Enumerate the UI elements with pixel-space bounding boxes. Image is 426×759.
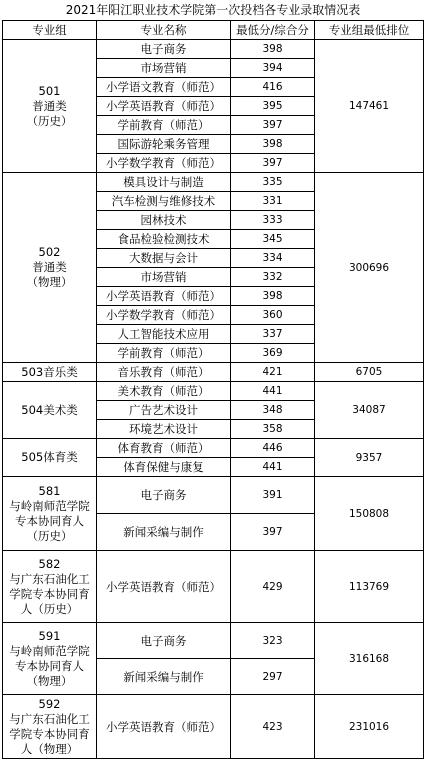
major-name: 人工智能技术应用 [97, 325, 231, 344]
major-name: 国际游轮乘务管理 [97, 135, 231, 154]
min-score: 397 [231, 514, 315, 551]
group-cell-504: 504美术类 [3, 382, 97, 439]
min-score: 416 [231, 78, 315, 97]
min-rank: 6705 [315, 363, 424, 382]
min-rank: 231016 [315, 695, 424, 759]
min-score: 360 [231, 306, 315, 325]
major-name: 汽车检测与维修技术 [97, 192, 231, 211]
header-score: 最低分/综合分 [231, 21, 315, 40]
table-row [3, 439, 424, 458]
major-name: 音乐教育（师范） [97, 363, 231, 382]
min-score: 441 [231, 458, 315, 477]
group-cell-501: 501 普通类 （历史） [3, 40, 97, 173]
table-row [3, 695, 424, 759]
header-row [3, 21, 424, 40]
table-row [3, 382, 424, 401]
min-rank: 150808 [315, 477, 424, 551]
min-score: 332 [231, 268, 315, 287]
min-score: 421 [231, 363, 315, 382]
major-name: 小学数学教育（师范） [97, 306, 231, 325]
group-cell-592: 592 与广东石油化工 学院专本协同育 人（物理） [3, 695, 97, 759]
table-title: 2021年阳江职业技术学院第一次投档各专业录取情况表 [65, 3, 361, 17]
major-name: 学前教育（师范） [97, 344, 231, 363]
min-score: 348 [231, 401, 315, 420]
major-name: 小学英语教育（师范） [97, 695, 231, 759]
min-score: 334 [231, 249, 315, 268]
min-score: 394 [231, 59, 315, 78]
major-name: 学前教育（师范） [97, 116, 231, 135]
major-name: 电子商务 [97, 40, 231, 59]
major-name: 环境艺术设计 [97, 420, 231, 439]
table-row [3, 551, 424, 623]
major-name: 体育教育（师范） [97, 439, 231, 458]
min-score: 398 [231, 287, 315, 306]
admission-table [2, 20, 424, 759]
min-score: 397 [231, 116, 315, 135]
min-score: 345 [231, 230, 315, 249]
group-cell-505: 505体育类 [3, 439, 97, 477]
major-name: 小学数学教育（师范） [97, 154, 231, 173]
table-row [3, 40, 424, 59]
group-cell-581: 581 与岭南师范学院 专本协同育人 （历史） [3, 477, 97, 551]
major-name: 园林技术 [97, 211, 231, 230]
major-name: 小学英语教育（师范） [97, 97, 231, 116]
min-rank: 34087 [315, 382, 424, 439]
min-score: 397 [231, 154, 315, 173]
major-name: 市场营销 [97, 59, 231, 78]
major-name: 食品检验检测技术 [97, 230, 231, 249]
header-rank: 专业组最低排位 [315, 21, 424, 40]
major-name: 大数据与会计 [97, 249, 231, 268]
major-name: 模具设计与制造 [97, 173, 231, 192]
major-name: 小学英语教育（师范） [97, 551, 231, 623]
min-score: 333 [231, 211, 315, 230]
major-name: 市场营销 [97, 268, 231, 287]
group-cell-582: 582 与广东石油化工 学院专本协同育 人（历史） [3, 551, 97, 623]
table-row [3, 477, 424, 514]
min-rank: 316168 [315, 623, 424, 695]
min-score: 429 [231, 551, 315, 623]
min-score: 395 [231, 97, 315, 116]
major-name: 电子商务 [97, 477, 231, 514]
min-score: 441 [231, 382, 315, 401]
min-rank: 113769 [315, 551, 424, 623]
major-name: 电子商务 [97, 623, 231, 659]
header-major: 专业名称 [97, 21, 231, 40]
min-score: 358 [231, 420, 315, 439]
min-score: 398 [231, 135, 315, 154]
major-name: 美术教育（师范） [97, 382, 231, 401]
min-score: 323 [231, 623, 315, 659]
min-score: 337 [231, 325, 315, 344]
major-name: 广告艺术设计 [97, 401, 231, 420]
min-score: 331 [231, 192, 315, 211]
group-cell-502: 502 普通类 （物理） [3, 173, 97, 363]
min-score: 297 [231, 659, 315, 695]
min-rank: 300696 [315, 173, 424, 363]
min-score: 391 [231, 477, 315, 514]
min-score: 398 [231, 40, 315, 59]
major-name: 体育保健与康复 [97, 458, 231, 477]
header-group: 专业组 [3, 21, 97, 40]
min-score: 446 [231, 439, 315, 458]
group-cell-591: 591 与岭南师范学院 专本协同育人 （物理） [3, 623, 97, 695]
table-row [3, 623, 424, 659]
min-score: 335 [231, 173, 315, 192]
major-name: 新闻采编与制作 [97, 659, 231, 695]
major-name: 小学英语教育（师范） [97, 287, 231, 306]
table-row [3, 363, 424, 382]
table-row [3, 173, 424, 192]
major-name: 新闻采编与制作 [97, 514, 231, 551]
major-name: 小学语文教育（师范） [97, 78, 231, 97]
min-rank: 147461 [315, 40, 424, 173]
min-rank: 9357 [315, 439, 424, 477]
min-score: 423 [231, 695, 315, 759]
group-cell-503: 503音乐类 [3, 363, 97, 382]
min-score: 369 [231, 344, 315, 363]
